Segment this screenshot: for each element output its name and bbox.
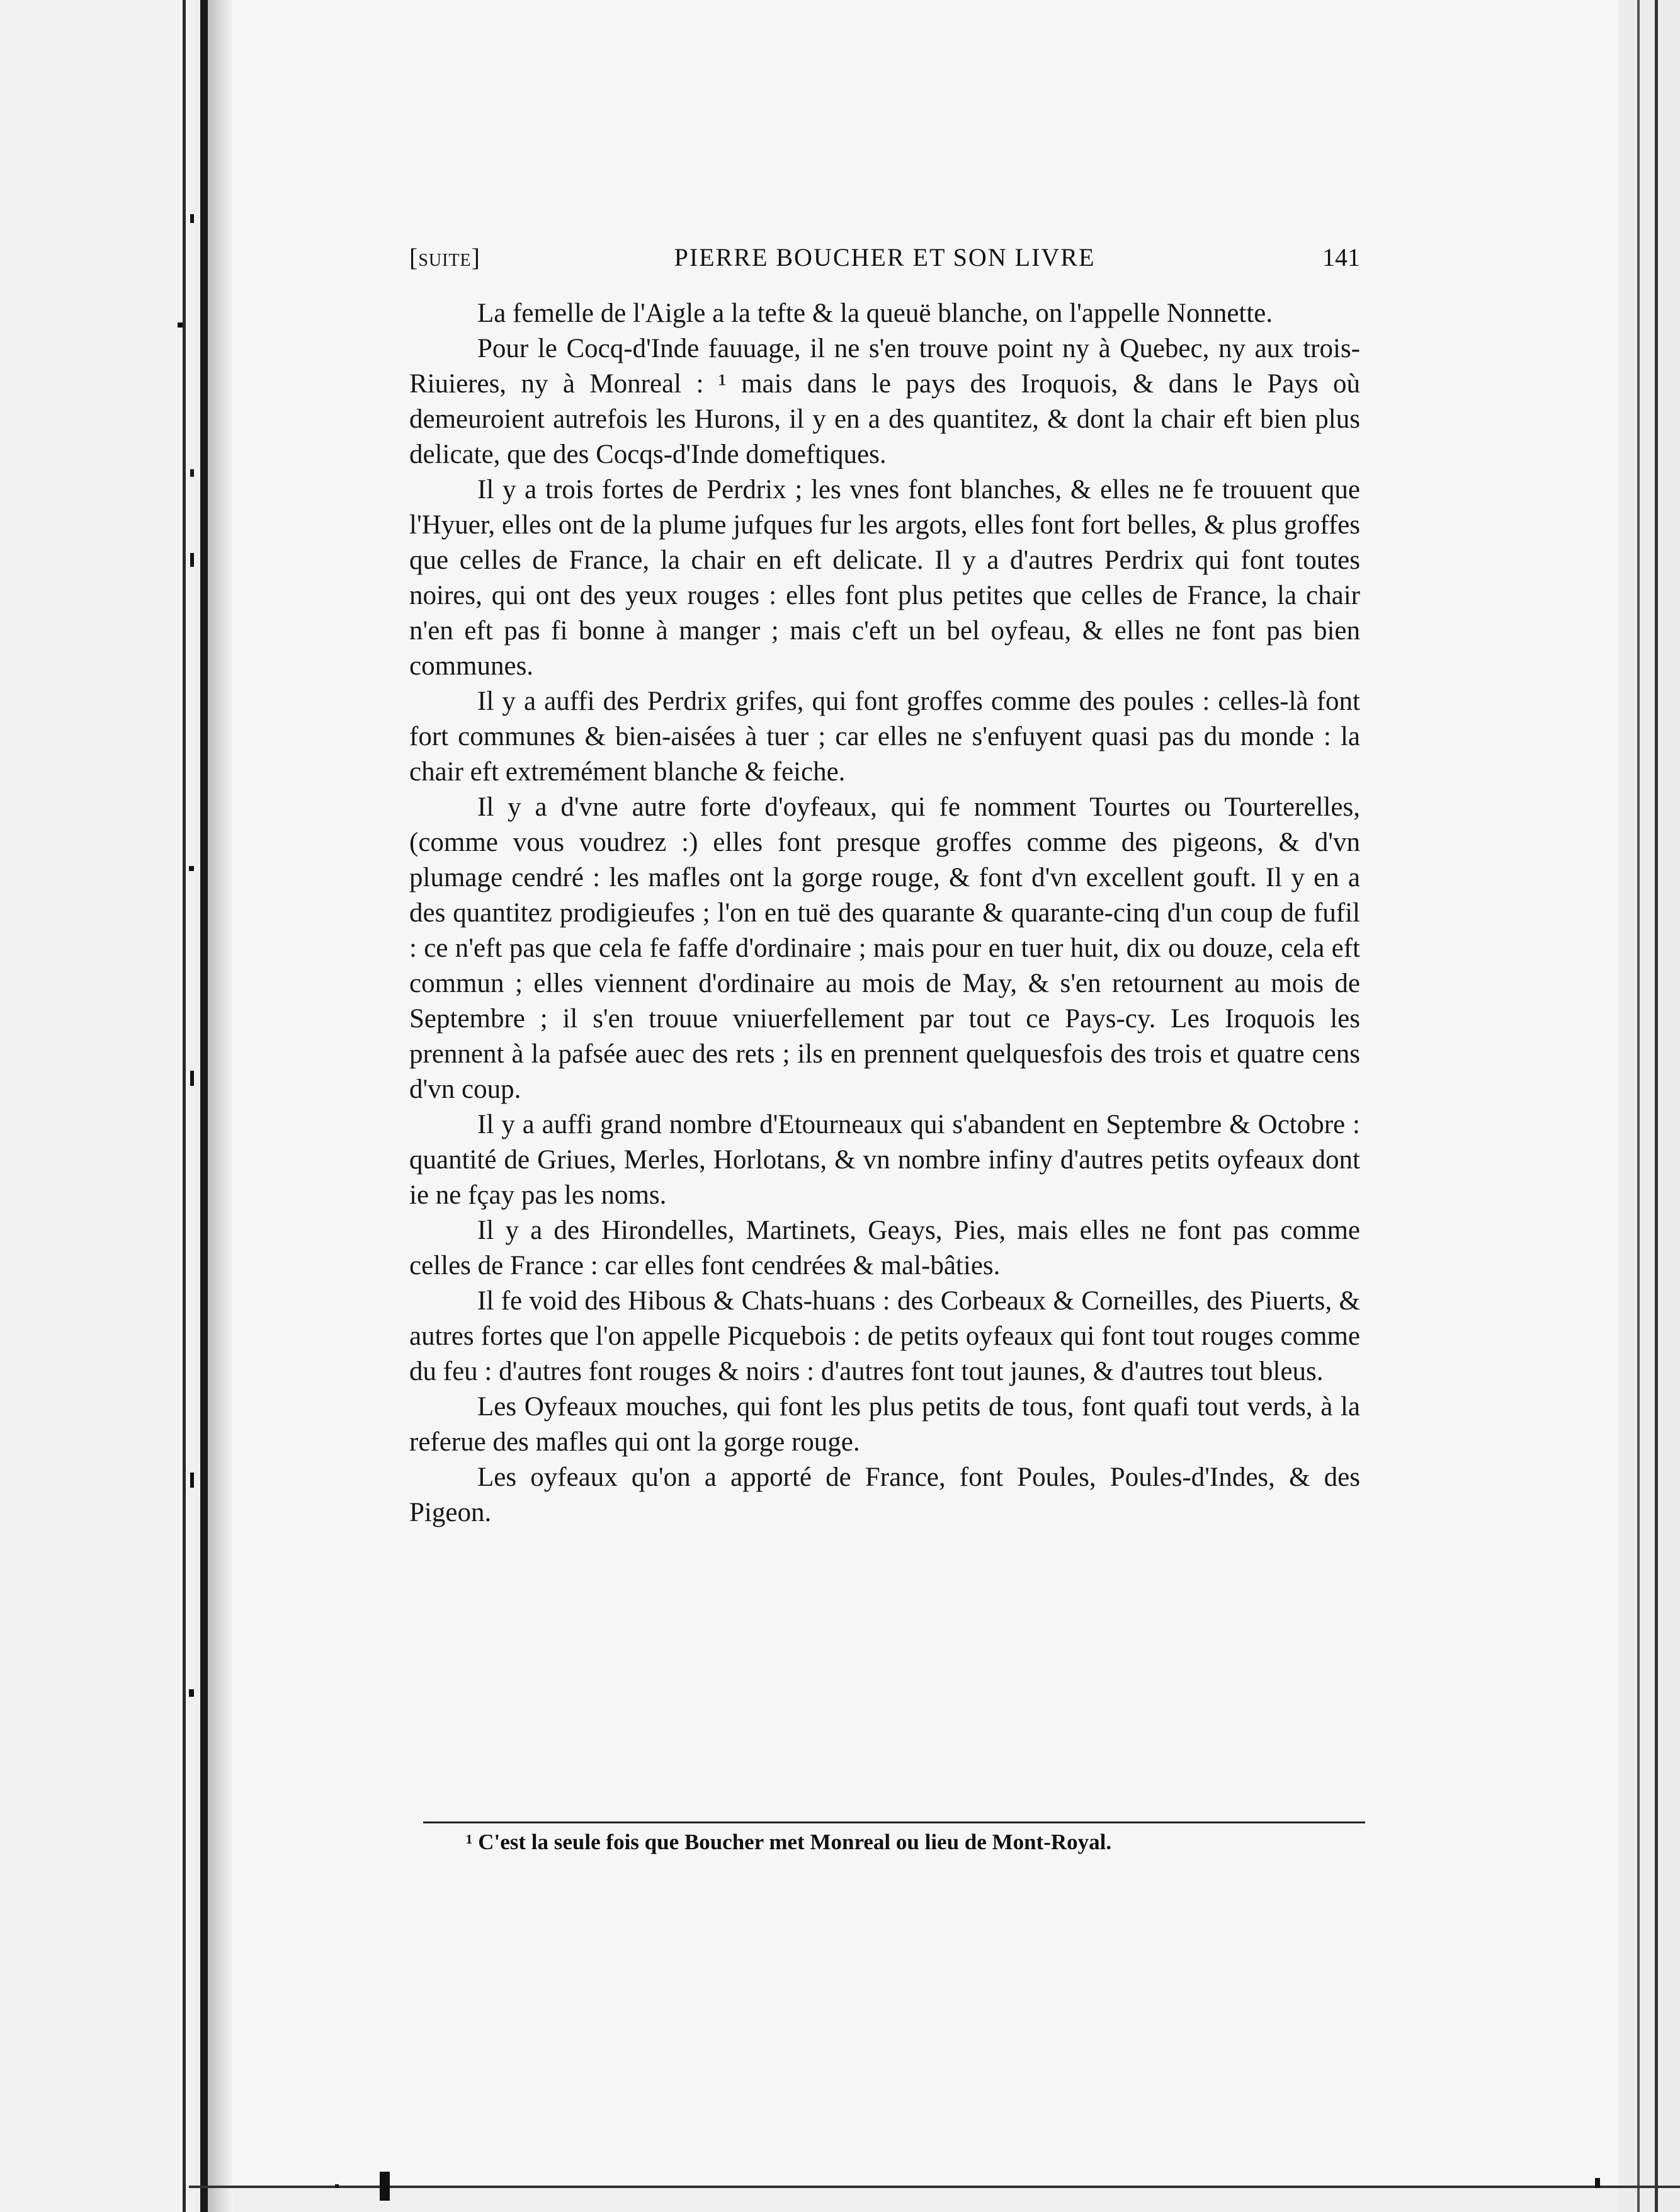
scan-speck [190,1071,194,1086]
scan-speck [190,469,194,477]
scan-speck [189,866,194,871]
facing-page-margin [0,0,189,2212]
paragraph: Il y a d'vne autre forte d'oyfeaux, qui fe nomment Tourtes ou Tourterelles, (comme vous voudrez :) elles font presque groffes comme des pigeons, & d'vn plumage cendré : les mafles ont la gorge rouge, & font d'vn excellent gouft. Il y en a des quantitez prodigieufes ; l'on en tuë des quarante & quarante-cinq d'un coup de fufil : ce n'eft pas que cela fe faffe d'ordinaire ; mais pour en tuer huit, dix ou douze, cela eft commun ; elles viennent d'ordinaire au mois de May, & s'en retournent au mois de Septembre ; il s'en trouue vniuerfellement par tout ce Pays-cy. Les Iroquois les prennent à la pafsée auec des rets ; ils en prennent quelquesfois des trois et quatre cens d'vn coup. [409,792,1360,1104]
header-section-marker: [suite] [409,243,480,271]
page-edge-line [1637,0,1640,2212]
paragraph: Les oyfeaux qu'on a apporté de France, font Poules, Poules-d'Indes, & des Pigeon. [409,1462,1360,1527]
paragraph: La femelle de l'Aigle a la tefte & la queuë blanche, on l'appelle Nonnette. [477,299,1273,328]
page-edge-margin [1618,0,1680,2212]
binding-edge-line [183,0,186,2212]
paragraph: Les Oyfeaux mouches, qui font les plus petits de tous, font quafi tout verds, à la referue des mafles qui ont la gorge rouge. [409,1392,1360,1457]
paragraph: Pour le Cocq-d'Inde fauuage, il ne s'en trouve point ny à Quebec, ny aux trois-Riuieres, ny à Monreal : ¹ mais dans le pays des Iroquois, & dans le Pays où demeuroient autrefois les Hurons, il y en a des quantitez, & dont la chair eft bien plus delicate, que des Cocqs-d'Inde domeftiques. [409,334,1360,469]
page-title: PIERRE BOUCHER ET SON LIVRE [674,243,1096,271]
scan-speck [380,2172,390,2201]
running-header [409,242,1360,280]
page-edge-line [1655,0,1658,2212]
scan-speck [335,2184,339,2188]
page-number: 141 [1322,243,1360,271]
scan-speck [189,1689,194,1697]
scan-speck [190,553,194,567]
paragraph: Il fe void des Hibous & Chats-huans : des Corbeaux & Corneilles, des Piuerts, & autres fortes que l'on appelle Picquebois : de petits oyfeaux qui font tout rouges comme du feu : d'autres font rouges & noirs : d'autres font tout jaunes, & d'autres tout bleus. [409,1286,1360,1386]
paragraph: Il y a trois fortes de Perdrix ; les vnes font blanches, & elles ne fe trouuent que l'Hyuer, elles ont de la plume jufques fur les argots, elles font fort belles, & plus groffes que celles de France, la chair en eft delicate. Il y a d'autres Perdrix qui font toutes noires, qui ont des yeux rouges : elles font plus petites que celles de France, la chair n'en eft pas fi bonne à manger ; mais c'eft un bel oyfeau, & elles ne font pas bien communes. [409,475,1360,681]
footnote-rule [423,1821,1365,1823]
scan-speck [190,214,194,223]
paragraph: Il y a auffi des Perdrix grifes, qui font groffes comme des poules : celles-là font fort communes & bien-aisées à tuer ; car elles ne s'enfuyent quasi pas du monde : la chair eft extremément blanche & feiche. [409,687,1360,787]
binding-edge-line [200,0,208,2212]
page-bottom-edge [189,2186,1680,2188]
scan-speck [190,1473,194,1488]
gutter-shadow [208,0,233,2212]
footnote: ¹ C'est la seule fois que Boucher met Monreal ou lieu de Mont-Royal. [466,1830,1112,1854]
scan-speck [1595,2178,1600,2188]
body-text [409,296,1360,1531]
paragraph: Il y a auffi grand nombre d'Etourneaux qui s'abandent en Septembre & Octobre : quantité de Griues, Merles, Horlotans, & vn nombre infiny d'autres petits oyfeaux dont ie ne fçay pas les noms. [409,1110,1360,1210]
scan-speck [178,322,183,328]
paragraph: Il y a des Hirondelles, Martinets, Geays, Pies, mais elles ne font pas comme celles de France : car elles font cendrées & mal-bâties. [409,1216,1360,1280]
